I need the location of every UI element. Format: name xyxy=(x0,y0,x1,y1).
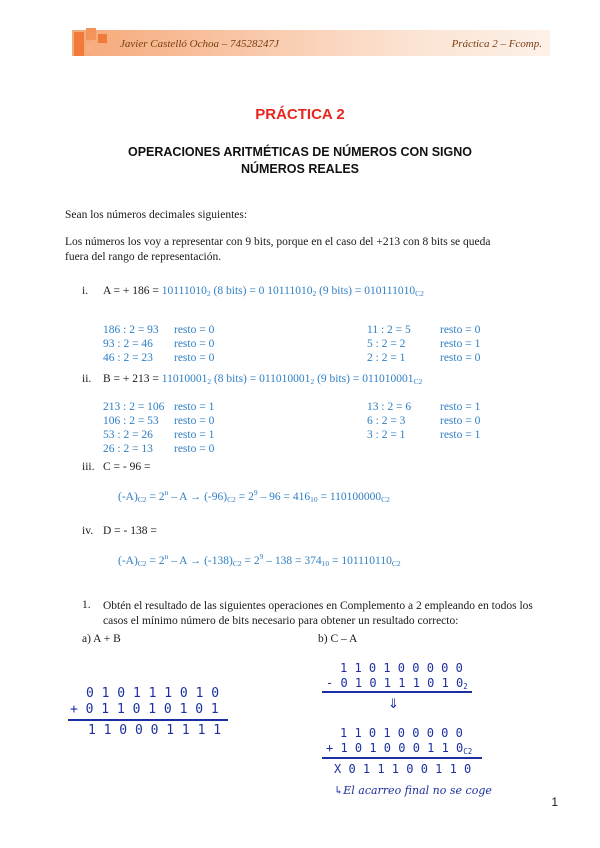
division-row xyxy=(103,428,214,442)
exercise-a-label: a) A + B xyxy=(82,633,121,645)
hw-b-line1: 1 1 0 1 0 0 0 0 0 xyxy=(340,661,463,675)
division-row xyxy=(103,337,214,351)
division-rest: resto = 1 xyxy=(440,401,481,413)
hw-a-line1: 0 1 0 1 1 1 0 1 0 xyxy=(86,686,220,701)
division-row xyxy=(103,442,214,456)
item-iv-def: D = - 138 = xyxy=(103,525,157,537)
header-author: Javier Castelló Ochoa – 74528247J xyxy=(120,38,279,50)
division-op: 46 : 2 = 23 xyxy=(103,352,153,364)
division-rest: resto = 0 xyxy=(174,443,215,455)
division-row xyxy=(103,414,214,428)
item-i-definition xyxy=(103,285,424,298)
logo-squares-icon xyxy=(72,24,120,60)
page-number: 1 xyxy=(551,795,558,809)
hw-b-note: ↳El acarreo final no se coge xyxy=(334,784,492,797)
division-row xyxy=(367,400,480,414)
division-row xyxy=(103,400,214,414)
item-ii-divisions-right xyxy=(367,400,480,442)
exercise-text xyxy=(103,599,553,629)
item-iv-formula: $(-A)_{C2} = 2^n - A \to (-138)_{C2} = 2^9 - 138 = 374_{10} = 101110110_{C2}$ xyxy=(118,552,401,568)
intro-text-2 xyxy=(65,235,545,265)
exercise-text-line-1: Obtén el resultado de las siguientes operaciones en Complemento a 2 empleando en todos los xyxy=(103,600,533,612)
subtitle-line-2: NÚMEROS REALES xyxy=(240,162,360,176)
item-iii-label: iii. xyxy=(82,461,95,473)
hw-b-result: X 0 1 1 1 0 0 1 1 0 xyxy=(334,762,472,776)
hw-b-arrow-icon: ⇓ xyxy=(388,692,399,713)
division-op: 13 : 2 = 6 xyxy=(367,401,412,413)
hw-b-sum-line xyxy=(322,757,482,759)
division-rest: resto = 1 xyxy=(174,429,215,441)
division-row xyxy=(367,323,480,337)
hw-a-result: 1 1 0 0 0 1 1 1 1 xyxy=(88,723,222,738)
division-row xyxy=(367,337,480,351)
division-rest: resto = 0 xyxy=(174,352,215,364)
division-rest: resto = 0 xyxy=(440,352,481,364)
item-i-label: i. xyxy=(82,285,89,297)
item-ii-binary: $11010001_2$ (8 bits) = $011010001_2$ (9 bits) = $011010001_{C2}$ xyxy=(161,373,423,386)
hw-a-sum-line xyxy=(68,719,228,721)
division-op: 106 : 2 = 53 xyxy=(103,415,159,427)
division-row xyxy=(103,323,214,337)
division-rest: resto = 0 xyxy=(174,338,215,350)
exercise-b-label: b) C – A xyxy=(318,633,358,645)
intro-text-1: Sean los números decimales siguientes: xyxy=(65,209,248,221)
item-iii-formula: $(-A)_{C2} = 2^n - A \to (-96)_{C2} = 2^9 - 96 = 416_{10} = 110100000_{C2}$ xyxy=(118,488,390,504)
hw-b-line3: 1 1 0 1 0 0 0 0 0 xyxy=(340,726,463,740)
item-iv-label: iv. xyxy=(82,525,94,537)
item-ii-definition xyxy=(103,373,422,386)
division-op: 11 : 2 = 5 xyxy=(367,324,411,336)
hw-b-line4: + 1 0 1 0 0 0 1 1 $0_{C2}$ xyxy=(326,741,473,756)
division-op: 2 : 2 = 1 xyxy=(367,352,406,364)
division-rest: resto = 1 xyxy=(440,429,481,441)
item-i-divisions-right xyxy=(367,323,480,365)
item-ii-label: ii. xyxy=(82,373,92,385)
header-course: Práctica 2 – Fcomp. xyxy=(451,38,542,50)
exercise-text-line-2: casos el mínimo número de bits necesario para obtener un resultado correcto: xyxy=(103,615,459,627)
intro-text-2-line-1: Los números los voy a representar con 9 bits, porque en el caso del +213 con 8 bits se queda xyxy=(65,236,491,248)
hw-b-line2: - 0 1 0 1 1 1 0 1 $0_2$ xyxy=(326,676,468,691)
division-op: 93 : 2 = 46 xyxy=(103,338,153,350)
division-row xyxy=(367,428,480,442)
item-iii-def: C = - 96 = xyxy=(103,461,151,473)
division-rest: resto = 0 xyxy=(440,324,481,336)
division-rest: resto = 0 xyxy=(174,324,215,336)
hw-a-line2: + 0 1 1 0 1 0 1 0 1 xyxy=(70,702,219,717)
division-row xyxy=(103,351,214,365)
item-ii-def: B = + 213 = xyxy=(103,373,159,385)
division-op: 3 : 2 = 1 xyxy=(367,429,406,441)
division-op: 53 : 2 = 26 xyxy=(103,429,153,441)
item-ii-divisions-left xyxy=(103,400,214,456)
page-subtitle xyxy=(0,144,600,178)
item-i-def: A = + 186 = xyxy=(103,285,159,297)
division-rest: resto = 0 xyxy=(174,415,215,427)
division-rest: resto = 0 xyxy=(440,415,481,427)
division-rest: resto = 1 xyxy=(174,401,215,413)
division-op: 5 : 2 = 2 xyxy=(367,338,406,350)
item-i-binary: $10111010_2$ (8 bits) = 0 $10111010_2$ (9 bits) = $010111010_{C2}$ xyxy=(161,285,424,298)
exercise-number: 1. xyxy=(82,599,91,611)
page-title: PRÁCTICA 2 xyxy=(255,106,345,123)
division-rest: resto = 1 xyxy=(440,338,481,350)
division-op: 186 : 2 = 93 xyxy=(103,324,159,336)
division-row xyxy=(367,351,480,365)
division-op: 6 : 2 = 3 xyxy=(367,415,406,427)
intro-text-2-line-2: fuera del rango de representación. xyxy=(65,251,222,263)
division-op: 26 : 2 = 13 xyxy=(103,443,153,455)
division-row xyxy=(367,414,480,428)
item-i-divisions-left xyxy=(103,323,214,365)
subtitle-line-1: OPERACIONES ARITMÉTICAS DE NÚMEROS CON SIGNO xyxy=(127,145,472,159)
division-op: 213 : 2 = 106 xyxy=(103,401,165,413)
